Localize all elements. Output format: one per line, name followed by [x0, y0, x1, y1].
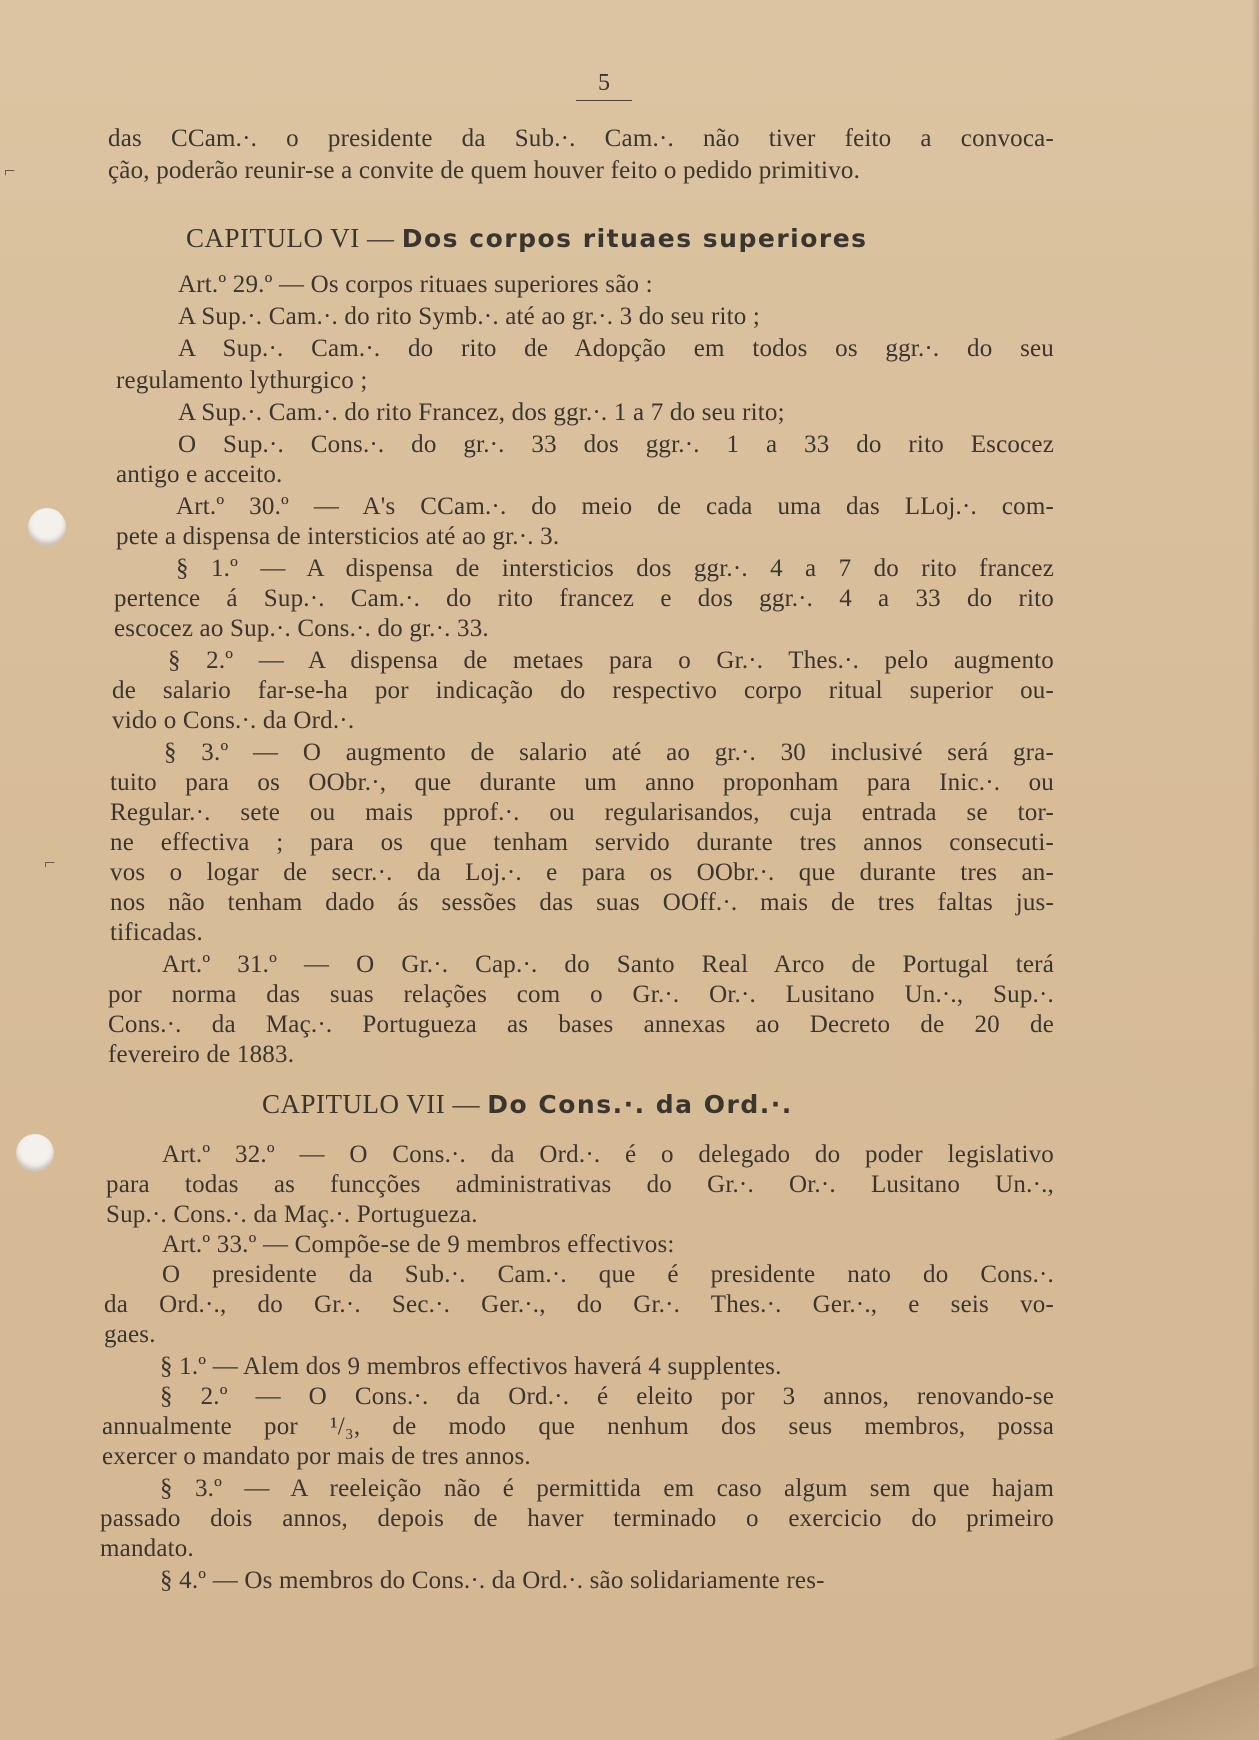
- text-line: § 3.º — A reeleição não é permittida em caso algum sem que hajam: [160, 1475, 1054, 1502]
- chapter-6-title: Dos corpos rituaes superiores: [401, 224, 868, 253]
- text-line: Art.º 31.º — O Gr.·. Cap.·. do Santo Real Arco de Portugal terá: [162, 951, 1054, 978]
- text-line: annualmente por ¹/₃, de modo que nenhum dos seus membros, possa: [102, 1413, 1054, 1440]
- text-line: Art.º 29.º — Os corpos rituaes superiores são :: [178, 271, 653, 298]
- text-line: antigo e acceito.: [116, 461, 283, 488]
- text-line: mandato.: [100, 1535, 194, 1562]
- chapter-7-title: Do Cons.·. da Ord.·.: [487, 1090, 793, 1119]
- page-number: 5: [576, 70, 632, 101]
- text-line: fevereiro de 1883.: [108, 1041, 295, 1068]
- text-line: O Sup.·. Cons.·. do gr.·. 33 dos ggr.·. 1 a 33 do rito Escocez: [178, 431, 1054, 458]
- text-line: A Sup.·. Cam.·. do rito de Adopção em todos os ggr.·. do seu: [178, 335, 1054, 362]
- text-line: tificadas.: [110, 919, 203, 946]
- chapter-heading-6: [186, 222, 868, 255]
- binding-hole-top: [28, 508, 66, 546]
- text-line: Art.º 32.º — O Cons.·. da Ord.·. é o delegado do poder legislativo: [162, 1141, 1054, 1168]
- text-line: passado dois annos, depois de haver terminado o exercicio do primeiro: [100, 1505, 1054, 1532]
- text-line: § 4.º — Os membros do Cons.·. da Ord.·. são solidariamente res-: [160, 1567, 825, 1594]
- text-line: ne effectiva ; para os que tenham servido durante tres annos consecuti-: [110, 829, 1054, 856]
- text-line: § 1.º — Alem dos 9 membros effectivos haverá 4 supplentes.: [160, 1353, 782, 1380]
- text-line: por norma das suas relações com o Gr.·. Or.·. Lusitano Un.·., Sup.·.: [108, 981, 1054, 1008]
- page-edge-shadow: [1251, 0, 1259, 1740]
- text-line: Art.º 30.º — A's CCam.·. do meio de cada uma das LLoj.·. com-: [176, 493, 1054, 520]
- text-line: gaes.: [104, 1321, 156, 1348]
- text-line: vos o logar de secr.·. da Loj.·. e para os OObr.·. que durante tres an-: [110, 859, 1054, 886]
- text-line: O presidente da Sub.·. Cam.·. que é presidente nato do Cons.·.: [162, 1261, 1054, 1288]
- text-line: nos não tenham dado ás sessões das suas OOff.·. mais de tres faltas jus-: [110, 889, 1054, 916]
- chapter-7-label: CAPITULO VII —: [262, 1089, 488, 1119]
- text-line: Art.º 33.º — Compõe-se de 9 membros effectivos:: [162, 1231, 675, 1258]
- text-line: pertence á Sup.·. Cam.·. do rito francez e dos ggr.·. 4 a 33 do rito: [114, 585, 1054, 612]
- text-line: para todas as funcções administrativas do Gr.·. Or.·. Lusitano Un.·.,: [106, 1171, 1054, 1198]
- chapter-heading-7: [262, 1088, 793, 1121]
- text-line: Cons.·. da Maç.·. Portugueza as bases annexas ao Decreto de 20 de: [108, 1011, 1054, 1038]
- text-line: vido o Cons.·. da Ord.·.: [112, 707, 355, 734]
- binding-hole-bottom: [16, 1134, 54, 1172]
- text-line: da Ord.·., do Gr.·. Sec.·. Ger.·., do Gr.·. Thes.·. Ger.·., e seis vo-: [104, 1291, 1054, 1318]
- text-line: regulamento lythurgico ;: [116, 367, 368, 394]
- text-line: escocez ao Sup.·. Cons.·. do gr.·. 33.: [114, 615, 489, 642]
- text-line: de salario far-se-ha por indicação do respectivo corpo ritual superior ou-: [112, 677, 1054, 704]
- text-line: tuito para os OObr.·, que durante um anno proponham para Inic.·. ou: [110, 769, 1054, 796]
- text-line: Regular.·. sete ou mais pprof.·. ou regularisandos, cuja entrada se tor-: [110, 799, 1054, 826]
- text-line: pete a dispensa de intersticios até ao gr.·. 3.: [116, 523, 560, 550]
- text-line: A Sup.·. Cam.·. do rito Francez, dos ggr.·. 1 a 7 do seu rito;: [178, 399, 785, 426]
- margin-mark-middle: ⌐: [44, 852, 56, 874]
- text-line: § 2.º — A dispensa de metaes para o Gr.·. Thes.·. pelo augmento: [168, 647, 1054, 674]
- page-corner-fold: [1019, 1660, 1259, 1740]
- text-line: exercer o mandato por mais de tres annos.: [102, 1443, 531, 1470]
- chapter-6-label: CAPITULO VI —: [186, 223, 402, 253]
- text-line: § 1.º — A dispensa de intersticios dos ggr.·. 4 a 7 do rito francez: [176, 555, 1054, 582]
- text-line: Sup.·. Cons.·. da Maç.·. Portugueza.: [106, 1201, 478, 1228]
- text-line: ção, poderão reunir-se a convite de quem houver feito o pedido primitivo.: [108, 157, 861, 184]
- text-line: das CCam.·. o presidente da Sub.·. Cam.·. não tiver feito a convoca-: [108, 125, 1054, 152]
- margin-mark-top: ⌐: [4, 160, 16, 182]
- text-line: A Sup.·. Cam.·. do rito Symb.·. até ao gr.·. 3 do seu rito ;: [178, 303, 761, 330]
- text-line: § 3.º — O augmento de salario até ao gr.·. 30 inclusivé será gra-: [164, 739, 1054, 766]
- text-line: § 2.º — O Cons.·. da Ord.·. é eleito por 3 annos, renovando-se: [160, 1383, 1054, 1410]
